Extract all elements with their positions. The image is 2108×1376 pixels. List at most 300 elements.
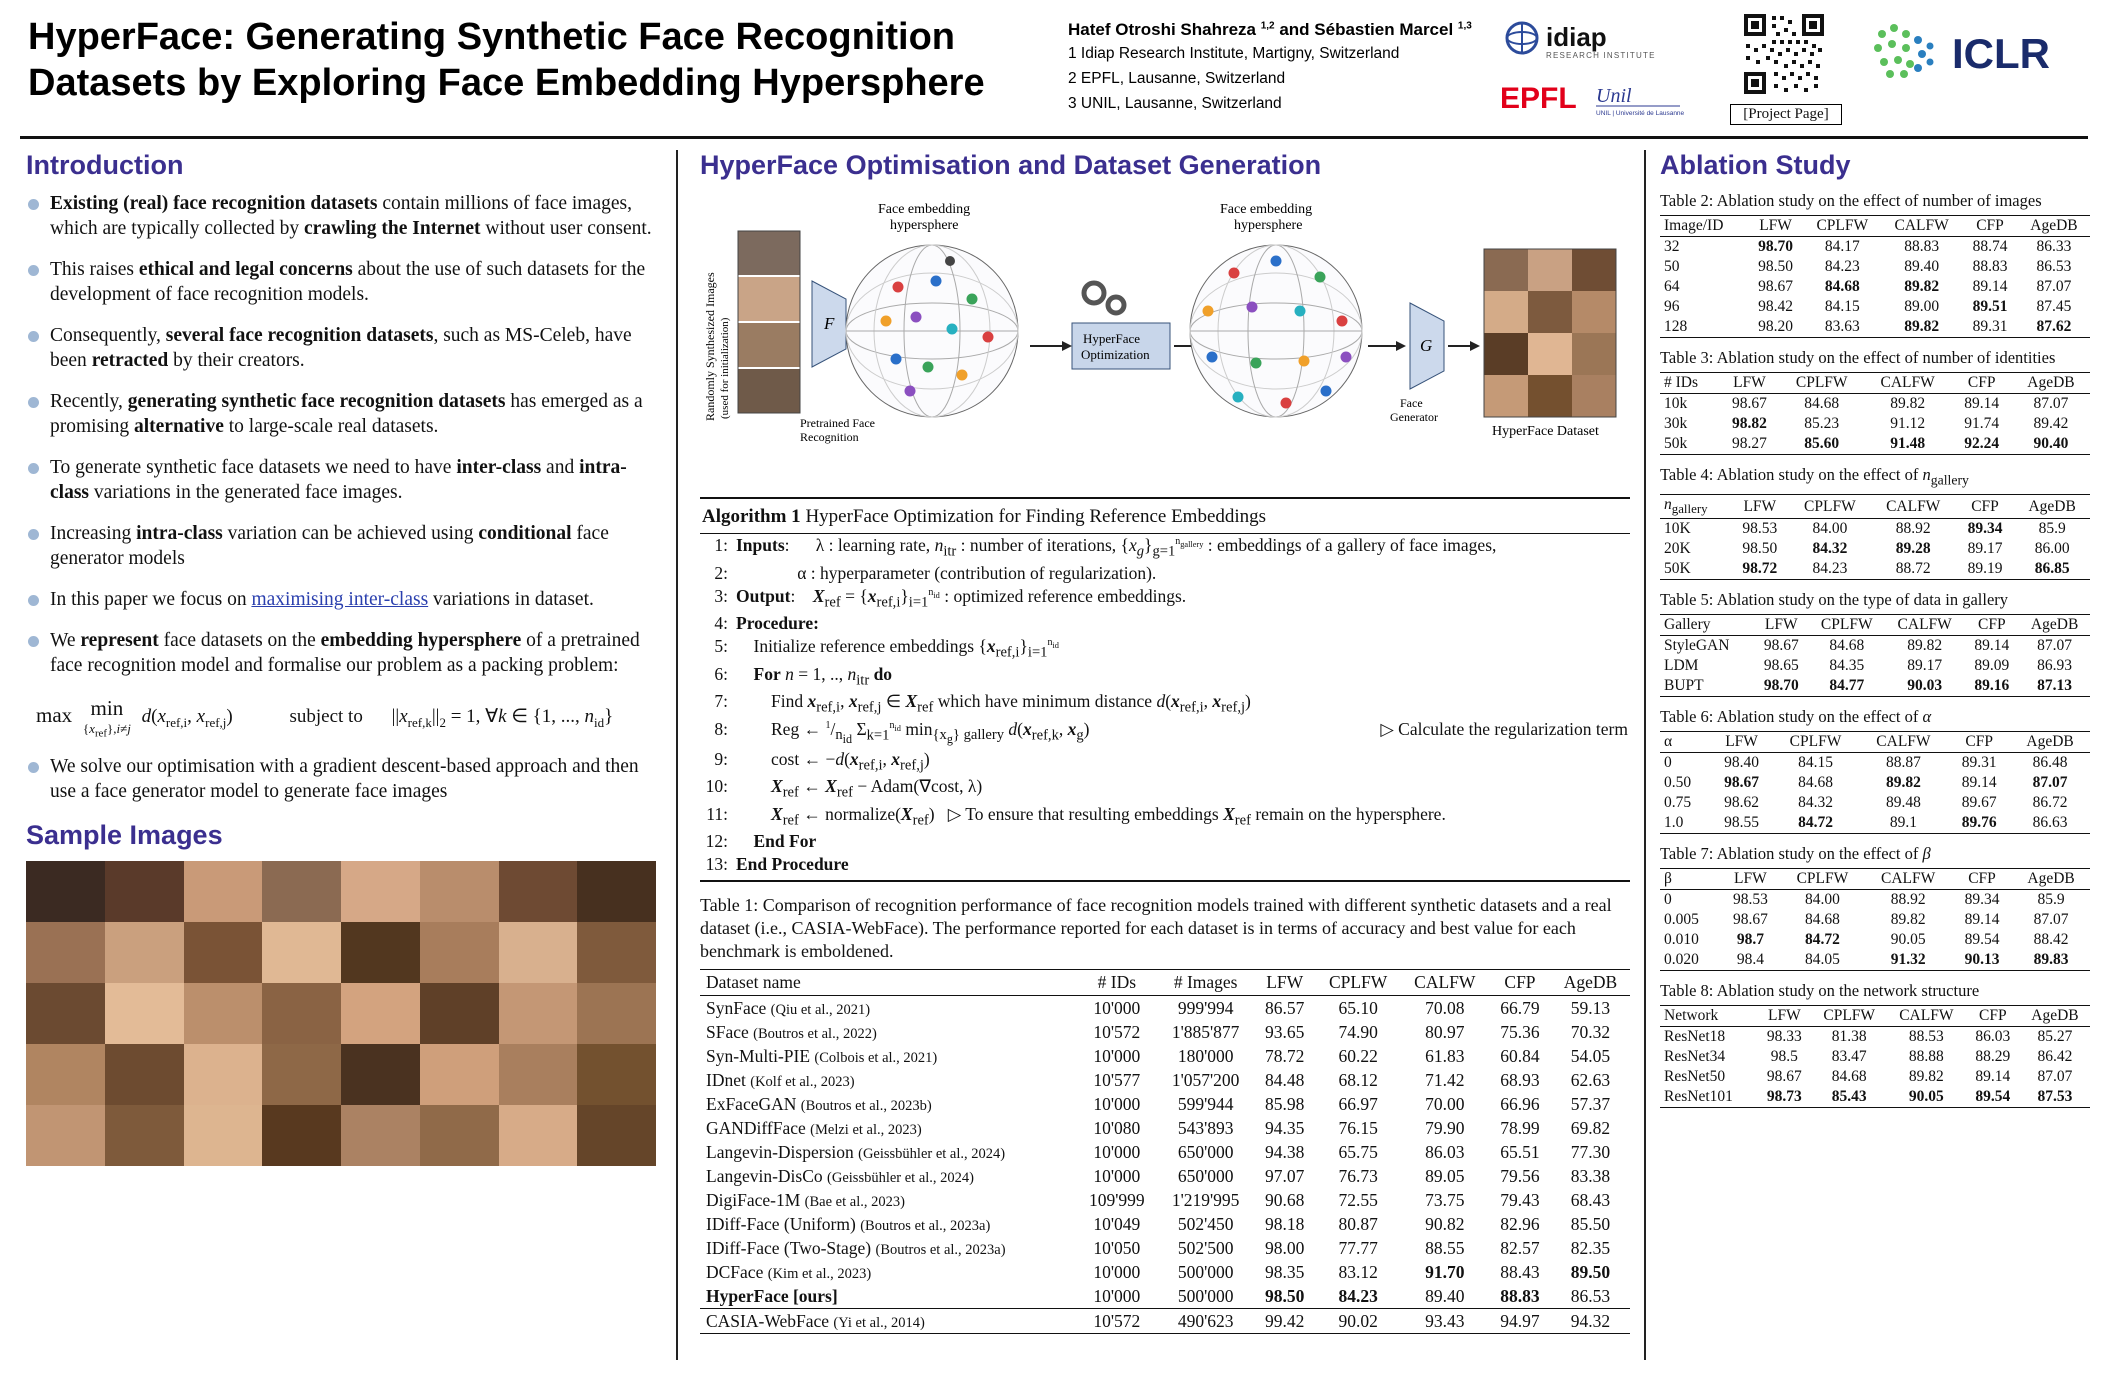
- table-cell: 98.27: [1719, 434, 1779, 455]
- table-cell: 50K: [1660, 559, 1731, 580]
- table-cell: 84.15: [1824, 298, 1860, 315]
- authors-block: [1068, 20, 1488, 115]
- cell-cplfw: 83.12: [1338, 1261, 1378, 1282]
- table-cell: 88.87: [1859, 753, 1949, 774]
- table-cell: 85.60: [1780, 434, 1864, 455]
- table-row: [1660, 414, 2090, 434]
- table-column-header: CPLFW: [1789, 495, 1871, 519]
- introduction-bullets-2: [26, 754, 656, 804]
- cell-ids: 10'000: [1076, 996, 1158, 1021]
- table-cell: 85.9: [2014, 519, 2090, 540]
- cell-agedb: 57.37: [1570, 1093, 1611, 1114]
- table-cell: 88.72: [1871, 559, 1956, 580]
- sample-face: [26, 983, 105, 1044]
- table-cell: 84.68: [1831, 1068, 1867, 1086]
- table-cell: 88.83: [1881, 237, 1962, 258]
- cell-cplfw: 72.55: [1338, 1189, 1378, 1210]
- table-cell: ResNet101: [1660, 1087, 1757, 1108]
- sample-face: [341, 983, 420, 1044]
- cell-cplfw: 76.73: [1338, 1165, 1378, 1186]
- cell-lfw: 97.07: [1264, 1165, 1305, 1186]
- cell-ids: 10'577: [1093, 1069, 1141, 1090]
- table-row: [700, 996, 1630, 1021]
- column-left: [26, 150, 656, 1166]
- cell-cplfw: 74.90: [1338, 1021, 1378, 1042]
- table-cell: 85.23: [1804, 415, 1840, 432]
- cell-lfw: 90.68: [1264, 1189, 1305, 1210]
- svg-text:hypersphere: hypersphere: [890, 218, 959, 233]
- svg-text:Randomly Synthesized Images: Randomly Synthesized Images: [703, 272, 717, 421]
- introduction-heading: Introduction: [26, 150, 184, 180]
- table1-caption: Table 1: Comparison of recognition performance of face recognition models trained with different synthetic datasets and a real dataset (i.e., CASIA-WebFace). The performance reported for each dataset is in terms of accuracy and best value for each benchmark is emboldened.: [700, 895, 1612, 962]
- table-cell: 89.67: [1961, 794, 1997, 812]
- table-row: [700, 1236, 1630, 1260]
- table-header-row: [1660, 216, 2090, 237]
- sample-face: [499, 1044, 578, 1105]
- table3-caption: Table 3: Ablation study on the effect of number of identities: [1660, 348, 2056, 367]
- table-cell: 98.72: [1731, 559, 1790, 580]
- cell-cfp: 65.51: [1500, 1141, 1540, 1162]
- cell-calfw: 70.08: [1401, 996, 1489, 1021]
- table-column-header: CALFW: [1864, 373, 1952, 394]
- cell-lfw: 86.57: [1254, 996, 1316, 1021]
- cell-agedb: 82.35: [1570, 1237, 1611, 1258]
- table-cell: 89.17: [1907, 657, 1943, 675]
- svg-text:Optimization: Optimization: [1081, 347, 1150, 362]
- table-cell: 98.62: [1724, 794, 1759, 812]
- table-cell: 91.48: [1864, 434, 1952, 455]
- dataset-name: GANDiffFace (Melzi et al., 2023): [706, 1117, 922, 1138]
- cell-images: 502'450: [1177, 1213, 1234, 1234]
- cell-lfw: 85.98: [1264, 1093, 1305, 1114]
- table-cell: 88.74: [1962, 237, 2018, 258]
- sample-face: [105, 1044, 184, 1105]
- table8-caption: Table 8: Ablation study on the network structure: [1660, 981, 1980, 1001]
- cell-lfw: 99.42: [1254, 1309, 1316, 1334]
- cell-cfp: 66.79: [1489, 996, 1551, 1021]
- svg-text:Face embedding: Face embedding: [1220, 202, 1313, 217]
- table-row: [700, 1116, 1630, 1140]
- table-cell: 89.82: [1864, 394, 1952, 415]
- table-cell: 83.63: [1803, 317, 1881, 338]
- svg-text:ICLR: ICLR: [1952, 30, 2050, 77]
- table-column-header: AgeDB: [2020, 1006, 2090, 1027]
- table-column-header: LFW: [1720, 869, 1780, 890]
- table-cell: 89.76: [1948, 813, 2010, 834]
- column-divider-2: [1644, 150, 1646, 1360]
- cell-cplfw: 66.97: [1338, 1093, 1378, 1114]
- svg-text:G: G: [1420, 336, 1433, 355]
- cell-images: 502'500: [1177, 1237, 1234, 1258]
- cell-cfp: 82.96: [1500, 1213, 1540, 1234]
- table2-caption: Table 2: Ablation study on the effect of number of images: [1660, 191, 2042, 210]
- table-cell: 98.50: [1758, 258, 1794, 275]
- cell-agedb: 69.82: [1570, 1117, 1611, 1138]
- table-cell: 86.03: [1966, 1027, 2020, 1048]
- table-cell: ResNet18: [1660, 1027, 1757, 1048]
- table-column-header: CPLFW: [1316, 970, 1401, 996]
- table-column-header: AgeDB: [2012, 373, 2090, 394]
- table-cell: 0.50: [1664, 774, 1692, 792]
- table-cell: 84.32: [1812, 540, 1848, 558]
- svg-text:Pretrained Face: Pretrained Face: [800, 416, 875, 430]
- cell-cfp: 66.96: [1500, 1093, 1540, 1114]
- table-cell: 50k: [1660, 434, 1719, 455]
- table-column-header: CPLFW: [1772, 732, 1858, 753]
- table-column-header: AgeDB: [2010, 732, 2090, 753]
- table-column-header: LFW: [1711, 732, 1773, 753]
- sample-face: [341, 1105, 420, 1166]
- table-cell: 89.42: [2033, 415, 2069, 432]
- cell-lfw: 78.72: [1264, 1045, 1305, 1066]
- table-cell: 98.50: [1742, 540, 1778, 558]
- dataset-name: SynFace (Qiu et al., 2021): [700, 996, 1076, 1021]
- sample-face: [184, 922, 263, 983]
- table-row: [700, 1212, 1630, 1236]
- table-cell: 88.42: [2033, 931, 2069, 949]
- sample-face: [184, 1105, 263, 1166]
- idiap-logo: [1500, 16, 1700, 72]
- table-cell: 89.14: [1975, 1068, 2011, 1086]
- cell-images: 180'000: [1177, 1045, 1234, 1066]
- sample-face: [420, 1105, 499, 1166]
- table-cell: 98.4: [1720, 950, 1780, 971]
- cell-ids: 10'000: [1093, 1045, 1141, 1066]
- sample-face: [184, 1044, 263, 1105]
- table-row: [700, 1020, 1630, 1044]
- table-row: [1660, 753, 2090, 774]
- dataset-name: Syn-Multi-PIE (Colbois et al., 2021): [706, 1045, 938, 1066]
- table-cell: 84.72: [1772, 813, 1858, 834]
- table-column-header: $n_{gallery}$: [1660, 495, 1731, 519]
- cell-cfp: 94.97: [1489, 1309, 1551, 1334]
- table-row: [1660, 676, 2090, 697]
- poster-header: [0, 0, 2108, 140]
- dataset-name: ExFaceGAN (Boutros et al., 2023b): [706, 1093, 932, 1114]
- table-row: [1660, 930, 2090, 950]
- sample-face: [26, 1105, 105, 1166]
- algorithm-line: 6: For n = 1, .., $n_{itr}$ do: [714, 663, 893, 688]
- algorithm-line: 13: End Procedure: [705, 854, 849, 875]
- cell-agedb: 83.38: [1570, 1165, 1611, 1186]
- table-column-header: CFP: [1952, 373, 2012, 394]
- table-cell: 84.68: [1798, 774, 1833, 792]
- table-cell: 87.07: [2036, 278, 2072, 295]
- table-cell: 84.15: [1772, 753, 1858, 774]
- table-cell: 32: [1660, 237, 1748, 258]
- qr-code[interactable]: [1740, 10, 1828, 98]
- table-cell: 89.48: [1885, 794, 1921, 812]
- cell-lfw: 98.00: [1264, 1237, 1305, 1258]
- cell-lfw: 94.35: [1264, 1117, 1305, 1138]
- table-cell: 90.05: [1890, 931, 1926, 949]
- table-cell: 88.92: [1871, 519, 1956, 540]
- algorithm-line: 2: α : hyperparameter (contribution of regularization).: [714, 562, 1157, 583]
- svg-text:idiap: idiap: [1546, 22, 1607, 52]
- table-column-header: # Images: [1158, 970, 1254, 996]
- table-cell: 98.5: [1770, 1048, 1798, 1066]
- table-header-row: [1660, 373, 2090, 394]
- sample-face: [262, 922, 341, 983]
- algorithm-lines: [700, 534, 1630, 876]
- table-cell: 89.14: [1952, 394, 2012, 415]
- column-right: [1660, 150, 2090, 1108]
- table-column-header: CPLFW: [1811, 1006, 1887, 1027]
- table-row: [1660, 910, 2090, 930]
- table-row: [1660, 539, 2090, 559]
- cell-ids: 10'572: [1076, 1309, 1158, 1334]
- table-cell: 84.00: [1781, 890, 1865, 911]
- table-row: [1660, 636, 2090, 657]
- algorithm-title: Algorithm 1 HyperFace Optimization for Finding Reference Embeddings: [700, 503, 1630, 534]
- dataset-name: SFace (Boutros et al., 2022): [706, 1021, 877, 1042]
- dataset-name: HyperFace [ours]: [706, 1285, 838, 1306]
- iclr-logo: [1860, 12, 2090, 92]
- table-column-header: CFP: [1962, 216, 2018, 237]
- cell-calfw: 71.42: [1425, 1069, 1465, 1090]
- project-page-label[interactable]: [Project Page]: [1730, 104, 1842, 125]
- table-column-header: Dataset name: [700, 970, 1076, 996]
- table-cell: 84.77: [1809, 676, 1885, 697]
- table-column-header: CFP: [1956, 495, 2015, 519]
- table-cell: 88.88: [1908, 1048, 1944, 1066]
- cell-lfw: 84.48: [1264, 1069, 1305, 1090]
- table-column-header: CFP: [1964, 615, 2019, 636]
- table-cell: 89.17: [1967, 540, 2003, 558]
- table-cell: 88.92: [1864, 890, 1951, 911]
- table-column-header: CALFW: [1885, 615, 1965, 636]
- cell-cfp: 88.43: [1500, 1261, 1540, 1282]
- table-row: [700, 1044, 1630, 1068]
- table-cell: 86.33: [2018, 237, 2090, 258]
- cell-lfw: 94.38: [1264, 1141, 1305, 1162]
- cell-cfp: 82.57: [1500, 1237, 1540, 1258]
- affiliation-1: 1 Idiap Research Institute, Martigny, Switzerland: [1068, 45, 1400, 62]
- table-cell: 89.16: [1964, 676, 2019, 697]
- table-row: [700, 1188, 1630, 1212]
- table-cell: 98.33: [1757, 1027, 1811, 1048]
- sample-face: [577, 983, 656, 1044]
- table-cell: 50: [1664, 258, 1680, 275]
- table-row: [1660, 793, 2090, 813]
- table-cell: 1.0: [1660, 813, 1711, 834]
- table-column-header: β: [1660, 869, 1720, 890]
- author-names: Hatef Otroshi Shahreza $^{1,2}$ and Sébastien Marcel $^{1,3}$: [1068, 20, 1472, 39]
- inter-class-link[interactable]: maximising inter-class: [251, 589, 429, 610]
- table-cell: ResNet50: [1664, 1068, 1726, 1086]
- table-cell: 0.010: [1664, 931, 1699, 949]
- table-column-header: CALFW: [1887, 1006, 1966, 1027]
- table-column-header: CALFW: [1859, 732, 1949, 753]
- cell-calfw: 70.00: [1425, 1093, 1465, 1114]
- table-row: [1660, 890, 2090, 911]
- table-cell: 83.47: [1831, 1048, 1867, 1066]
- algorithm-line: 5: Initialize reference embeddings $\{x_{ref,i}\}_{i=1}^{n_{id}}$: [714, 636, 1059, 661]
- cell-agedb: 59.13: [1551, 996, 1630, 1021]
- cell-cplfw: 77.77: [1338, 1237, 1378, 1258]
- cell-ids: 10'049: [1093, 1213, 1141, 1234]
- table-cell: 10K: [1660, 519, 1731, 540]
- sample-face: [262, 1044, 341, 1105]
- cell-cplfw: 84.23: [1338, 1285, 1378, 1306]
- dataset-name: DCFace (Kim et al., 2023): [706, 1261, 872, 1282]
- table-column-header: AgeDB: [1551, 970, 1630, 996]
- table-row: [1660, 656, 2090, 676]
- table-row: [1660, 1087, 2090, 1108]
- table-column-header: CPLFW: [1781, 869, 1865, 890]
- sample-face: [577, 1105, 656, 1166]
- ablation-heading: Ablation Study: [1660, 150, 1851, 180]
- table6: [1660, 731, 2090, 834]
- table-column-header: CFP: [1952, 869, 2012, 890]
- table-column-header: CPLFW: [1803, 216, 1881, 237]
- cell-calfw: 89.40: [1425, 1285, 1465, 1306]
- table-cell: 84.00: [1789, 519, 1871, 540]
- table-cell: 90.13: [1952, 950, 2012, 971]
- table-column-header: AgeDB: [2014, 495, 2090, 519]
- table-row: [700, 1284, 1630, 1309]
- cell-lfw: 98.50: [1264, 1285, 1305, 1306]
- sample-face: [499, 922, 578, 983]
- algorithm-line: 8: Reg ← $^1/_{n_{id}}$ $\Sigma_{k=1}^{n_{id}}$ $\min_{\{x_g\} gallery} d(x_{ref,k}$, $x_g$) ▷ Calculate the regularization term: [714, 718, 1628, 746]
- table-cell: 84.35: [1829, 657, 1865, 675]
- table-column-header: # IDs: [1660, 373, 1719, 394]
- table-cell: 85.43: [1811, 1087, 1887, 1108]
- cell-ids: 109'999: [1089, 1189, 1145, 1210]
- table3: [1660, 372, 2090, 455]
- table-row: [700, 1068, 1630, 1092]
- cell-agedb: 77.30: [1570, 1141, 1611, 1162]
- table-header-row: [1660, 869, 2090, 890]
- table-cell: 89.31: [1948, 753, 2010, 774]
- table-column-header: CALFW: [1401, 970, 1489, 996]
- table-cell: 87.07: [2019, 636, 2090, 657]
- table-cell: 89.82: [1885, 636, 1965, 657]
- list-item: In this paper we focus on maximising inter-class variations in dataset.: [26, 587, 656, 612]
- table-cell: 89.14: [1972, 278, 2008, 295]
- cell-calfw: 90.82: [1425, 1213, 1465, 1234]
- table-row: [1660, 297, 2090, 317]
- sample-face: [105, 922, 184, 983]
- sample-face: [341, 1044, 420, 1105]
- sample-face: [26, 922, 105, 983]
- cell-ids: 10'000: [1093, 1093, 1141, 1114]
- svg-text:UNIL | Université de Lausanne: UNIL | Université de Lausanne: [1596, 110, 1685, 117]
- table-cell: 89.14: [1964, 911, 2000, 929]
- algorithm-line: 9: cost ← $-d(x_{ref,i}$, $x_{ref,j}$): [714, 748, 930, 774]
- svg-text:Recognition: Recognition: [800, 430, 859, 444]
- cell-agedb: 54.05: [1570, 1045, 1611, 1066]
- sample-face: [184, 861, 263, 922]
- cell-cplfw: 60.22: [1338, 1045, 1378, 1066]
- cell-cfp: 60.84: [1500, 1045, 1540, 1066]
- table-row: [1660, 773, 2090, 793]
- list-item: We represent face datasets on the embedding hypersphere of a pretrained face recognition model and formalise our problem as a packing problem:: [26, 628, 656, 678]
- table-cell: 20K: [1664, 540, 1691, 558]
- table-cell: 0: [1660, 890, 1720, 911]
- svg-text:HyperFace: HyperFace: [1083, 331, 1141, 346]
- cell-ids: 10'080: [1093, 1117, 1141, 1138]
- cell-ids: 10'000: [1093, 1165, 1141, 1186]
- cell-ids: 10'572: [1093, 1021, 1141, 1042]
- table-cell: BUPT: [1660, 676, 1754, 697]
- sample-face: [420, 922, 499, 983]
- table4: [1660, 494, 2090, 580]
- table-cell: 86.42: [2037, 1048, 2073, 1066]
- table-cell: 92.24: [1952, 434, 2012, 455]
- cell-images: 599'944: [1177, 1093, 1234, 1114]
- cell-cplfw: 76.15: [1338, 1117, 1378, 1138]
- svg-text:Face embedding: Face embedding: [878, 202, 971, 217]
- cell-cfp: 88.83: [1500, 1285, 1540, 1306]
- affiliation-2: 2 EPFL, Lausanne, Switzerland: [1068, 70, 1286, 87]
- cell-cfp: 79.56: [1500, 1165, 1540, 1186]
- table-column-header: CALFW: [1881, 216, 1962, 237]
- table-header-row: [1660, 732, 2090, 753]
- table-cell: 128: [1660, 317, 1748, 338]
- table-column-header: CALFW: [1871, 495, 1956, 519]
- table-cell: 87.07: [2032, 774, 2068, 792]
- algorithm-line: 10: $X_{ref}$ ← $X_{ref}$ − Adam(∇cost, λ): [705, 776, 983, 801]
- algorithm-line: 7: Find $x_{ref,i}$, $x_{ref,j}$ ∈ $X_{ref}$ which have minimum distance $d(x_{ref,i}$, $x_{ref,j}$): [714, 691, 1251, 716]
- table-column-header: LFW: [1731, 495, 1790, 519]
- table-cell: 89.09: [1974, 657, 2010, 675]
- dataset-name: Langevin-Dispersion (Geissbühler et al., 2024): [706, 1141, 1006, 1162]
- sample-face: [262, 983, 341, 1044]
- table-cell: 98.53: [1720, 890, 1780, 911]
- table7: [1660, 868, 2090, 971]
- list-item: Increasing intra-class variation can be achieved using conditional face generator models: [26, 521, 656, 571]
- cell-images: 1'219'995: [1171, 1189, 1240, 1210]
- svg-text:Generator: Generator: [1390, 410, 1438, 424]
- table-row: [1660, 434, 2090, 455]
- table-row: [1660, 277, 2090, 297]
- sample-face: [499, 861, 578, 922]
- sample-face: [420, 1044, 499, 1105]
- table-column-header: LFW: [1719, 373, 1779, 394]
- table5-caption: Table 5: Ablation study on the type of data in gallery: [1660, 590, 2009, 610]
- cell-images: 650'000: [1177, 1165, 1234, 1186]
- cell-calfw: 91.70: [1425, 1261, 1465, 1282]
- sample-images-heading: Sample Images: [26, 819, 223, 850]
- table-column-header: Image/ID: [1660, 216, 1748, 237]
- cell-images: 490'623: [1158, 1309, 1254, 1334]
- cell-images: 650'000: [1177, 1141, 1234, 1162]
- svg-text:hypersphere: hypersphere: [1234, 218, 1303, 233]
- cell-images: 543'893: [1177, 1117, 1234, 1138]
- table-row: [700, 1140, 1630, 1164]
- table-row: [700, 1164, 1630, 1188]
- table-cell: 89.82: [1904, 278, 1940, 295]
- table-row: [1660, 950, 2090, 971]
- table2: [1660, 215, 2090, 338]
- column-divider-1: [676, 150, 678, 1360]
- table-cell: 86.48: [2010, 753, 2090, 774]
- table-cell: 84.68: [1780, 394, 1864, 415]
- cell-cfp: 75.36: [1500, 1021, 1540, 1042]
- table-cell: 98.55: [1711, 813, 1773, 834]
- table-column-header: AgeDB: [2019, 615, 2090, 636]
- cell-ids: 10'000: [1093, 1141, 1141, 1162]
- cell-cplfw: 68.12: [1338, 1069, 1378, 1090]
- table-cell: 0: [1660, 753, 1711, 774]
- table-cell: 89.14: [1961, 774, 1997, 792]
- table-cell: 89.54: [1964, 931, 2000, 949]
- table-header-row: [1660, 495, 2090, 519]
- epfl-unil-logo: [1500, 78, 1700, 120]
- table-cell: 91.74: [1964, 415, 2000, 432]
- table-column-header: AgeDB: [2018, 216, 2090, 237]
